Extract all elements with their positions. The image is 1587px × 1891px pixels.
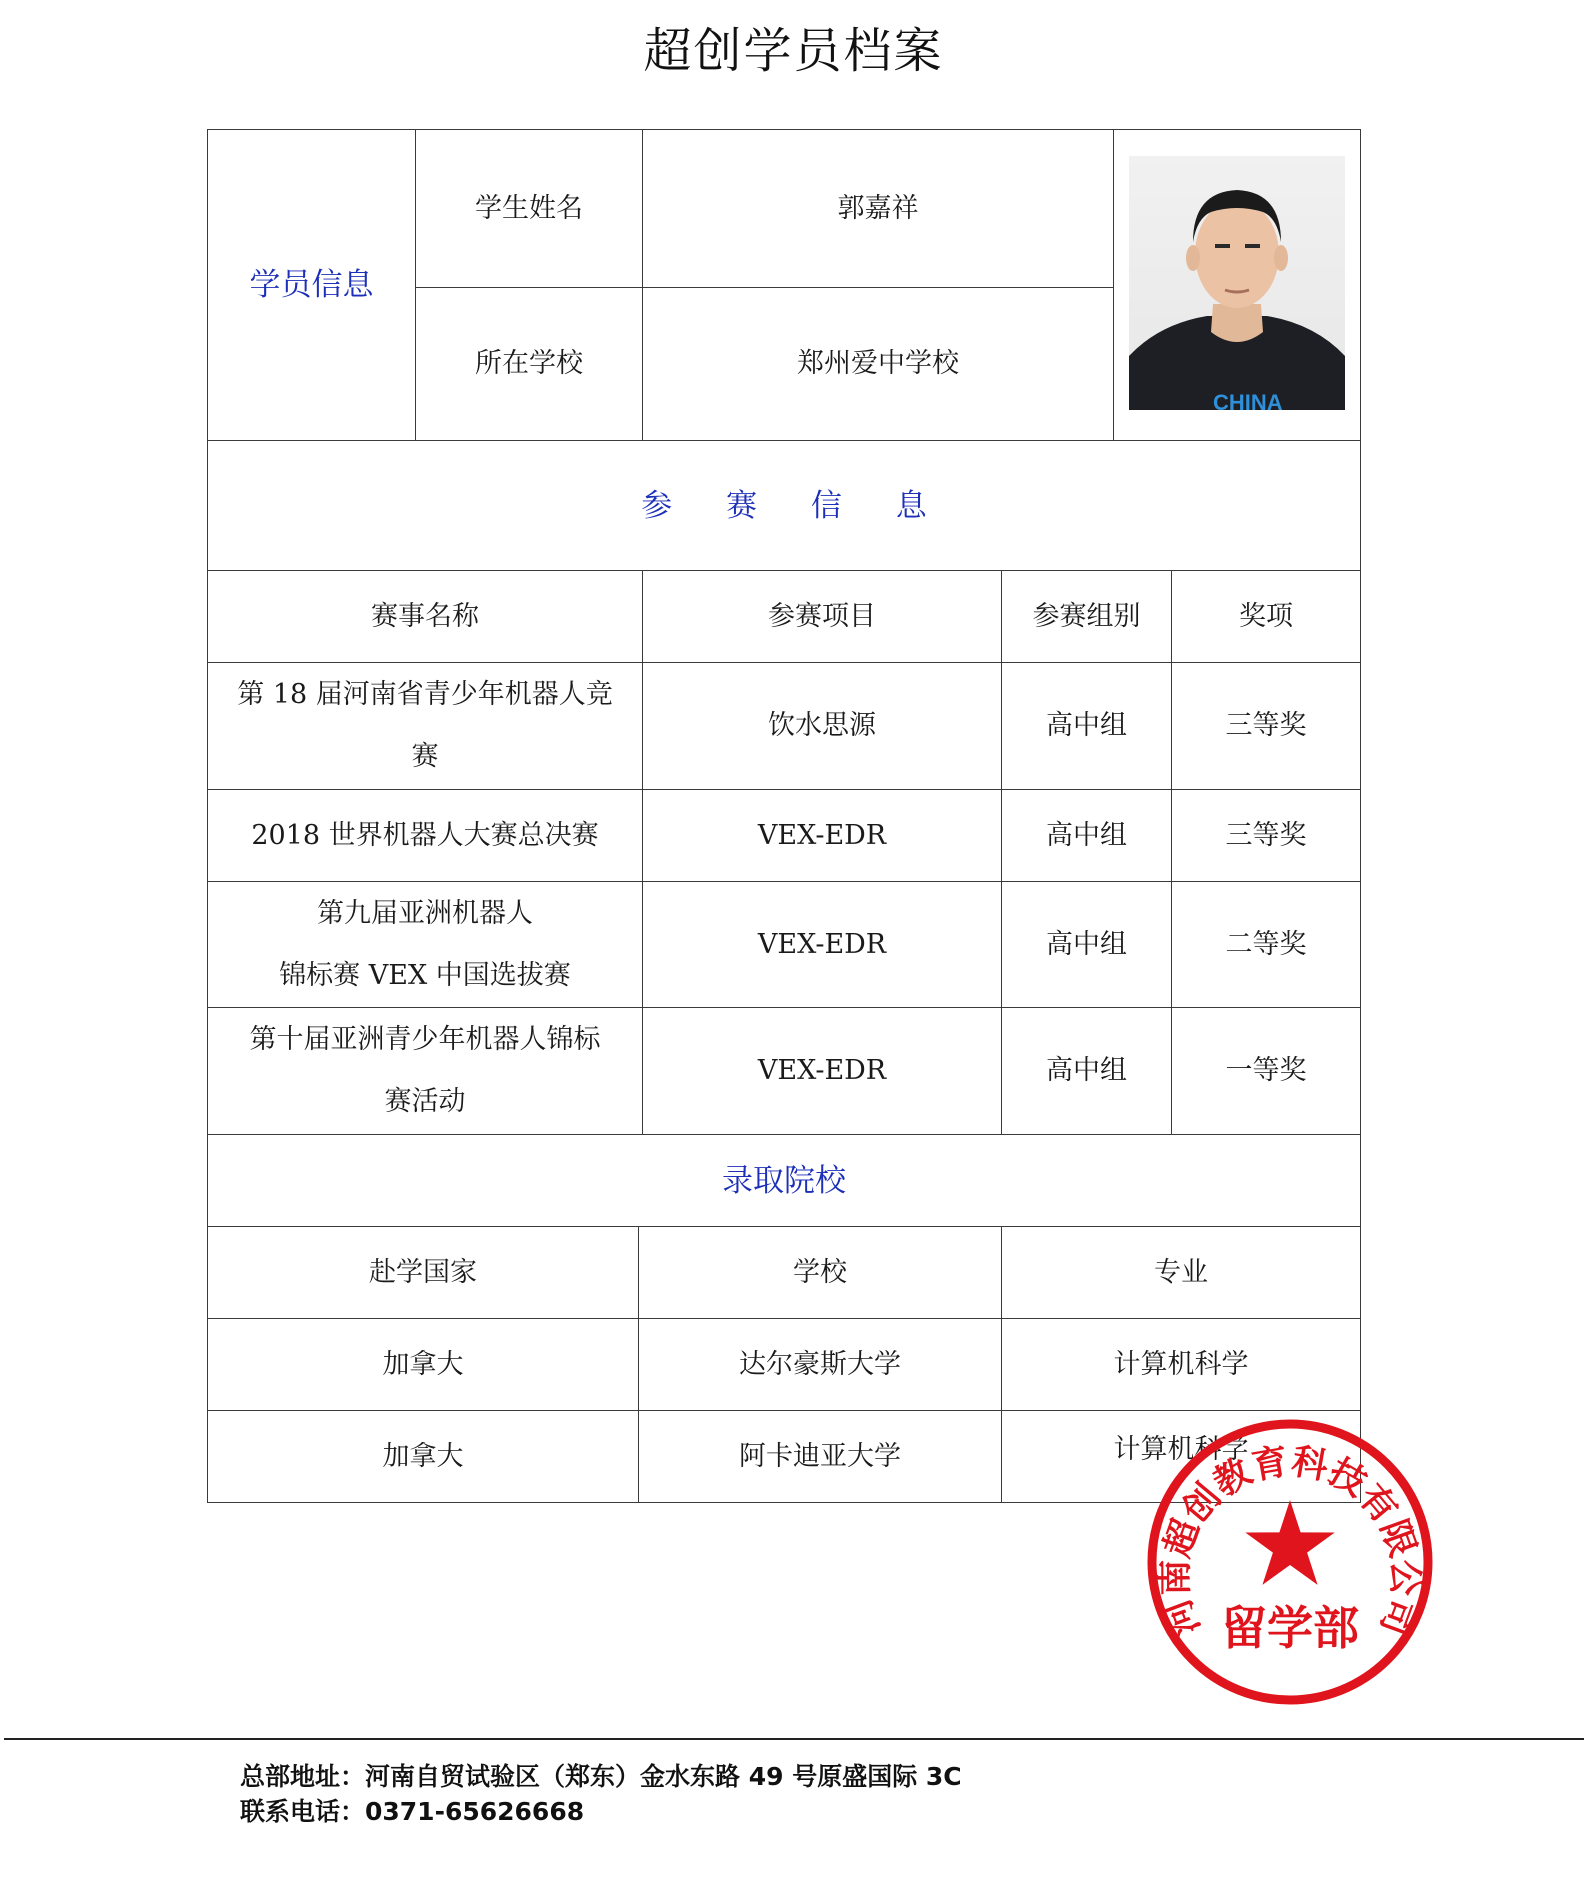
table-row	[208, 663, 1361, 790]
name-value: 郭嘉祥	[643, 130, 1114, 288]
competition-award: 二等奖	[1172, 882, 1361, 1008]
footer-address: 总部地址：河南自贸试验区（郑东）金水东路 49 号原盛国际 3C	[240, 1762, 962, 1791]
competition-group: 高中组	[1002, 882, 1172, 1008]
student-info-heading: 学员信息	[208, 130, 416, 441]
student-photo	[1129, 156, 1345, 410]
competition-group: 高中组	[1002, 1008, 1172, 1135]
competition-group: 高中组	[1002, 790, 1172, 882]
admission-school: 达尔豪斯大学	[639, 1319, 1002, 1411]
school-value: 郑州爱中学校	[643, 288, 1114, 441]
header-competition-name: 赛事名称	[208, 571, 643, 663]
competition-name: 2018 世界机器人大赛总决赛	[208, 790, 643, 882]
competition-project: VEX-EDR	[643, 882, 1002, 1008]
competition-award: 一等奖	[1172, 1008, 1361, 1135]
header-group: 参赛组别	[1002, 571, 1172, 663]
header-award: 奖项	[1172, 571, 1361, 663]
admission-country: 加拿大	[208, 1319, 639, 1411]
competition-name: 第九届亚洲机器人 锦标赛 VEX 中国选拔赛	[208, 882, 643, 1008]
footer-phone: 联系电话：0371-65626668	[240, 1797, 585, 1826]
footer-divider	[4, 1738, 1584, 1740]
admission-major: 计算机科学	[1002, 1319, 1361, 1411]
photo-cell	[1114, 130, 1361, 441]
competition-project: VEX-EDR	[643, 1008, 1002, 1135]
photo-shirt-text: CHINA	[1213, 390, 1283, 410]
header-major: 专业	[1002, 1227, 1361, 1319]
competition-heading: 参 赛 信 息	[208, 441, 1361, 571]
header-project: 参赛项目	[643, 571, 1002, 663]
competition-award: 三等奖	[1172, 663, 1361, 790]
competition-name: 第十届亚洲青少年机器人锦标 赛活动	[208, 1008, 643, 1135]
company-seal	[1140, 1412, 1440, 1712]
name-label: 学生姓名	[416, 130, 643, 288]
table-row	[208, 1008, 1361, 1135]
competition-group: 高中组	[1002, 663, 1172, 790]
header-school: 学校	[639, 1227, 1002, 1319]
school-label: 所在学校	[416, 288, 643, 441]
competition-award: 三等奖	[1172, 790, 1361, 882]
seal-star-icon	[1245, 1500, 1334, 1585]
seal-department: 留学部	[1221, 1601, 1359, 1655]
table-row	[208, 790, 1361, 882]
header-country: 赴学国家	[208, 1227, 639, 1319]
page-title: 超创学员档案	[643, 23, 944, 79]
competition-name: 第 18 届河南省青少年机器人竞 赛	[208, 663, 643, 790]
competition-project: 饮水思源	[643, 663, 1002, 790]
table-row	[208, 1319, 1361, 1411]
competition-project: VEX-EDR	[643, 790, 1002, 882]
seal-org-name: 河南超创教育科技有限公司	[1154, 1441, 1426, 1641]
competition-table	[207, 440, 1361, 1227]
admission-school: 阿卡迪亚大学	[639, 1411, 1002, 1503]
admission-heading: 录取院校	[208, 1135, 1361, 1227]
table-row	[208, 882, 1361, 1008]
student-info-table	[207, 129, 1361, 441]
admission-major: 计算机科学	[1002, 1411, 1361, 1503]
admission-country: 加拿大	[208, 1411, 639, 1503]
